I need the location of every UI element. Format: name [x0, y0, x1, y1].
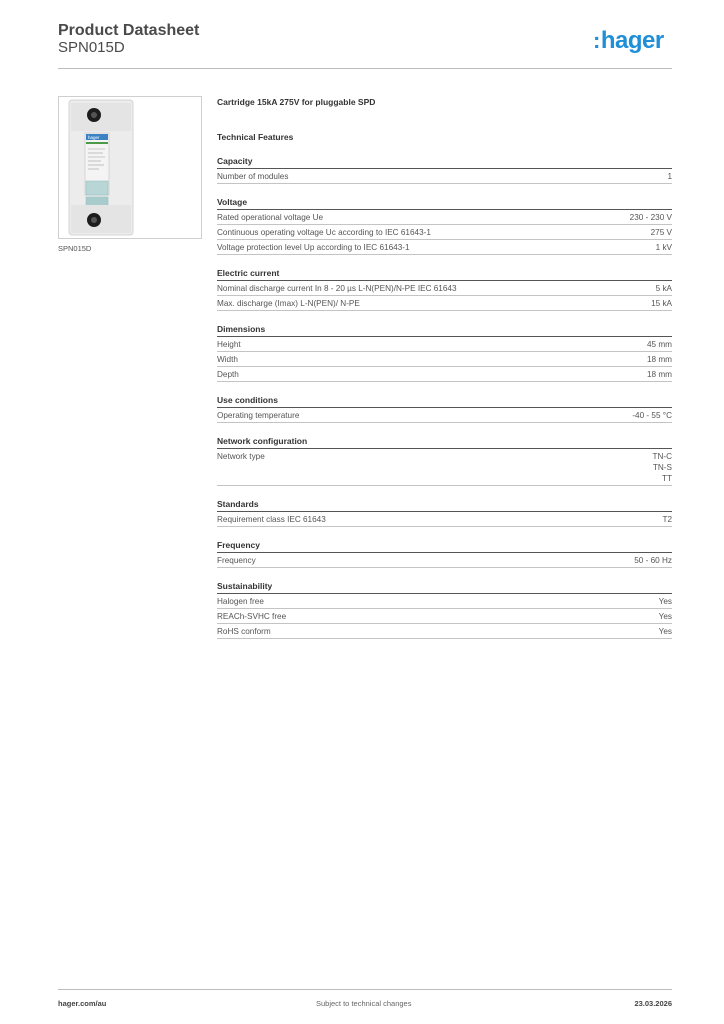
section-title: Network configuration — [217, 436, 672, 449]
brand-logo[interactable]: :hager — [593, 27, 664, 54]
spec-label: Depth — [217, 370, 239, 379]
footer-disclaimer: Subject to technical changes — [316, 999, 412, 1008]
section-title: Use conditions — [217, 395, 672, 408]
spec-row — [217, 624, 672, 639]
spec-label: Max. discharge (Imax) L-N(PEN)/ N-PE — [217, 299, 360, 308]
section-title: Electric current — [217, 268, 672, 281]
spec-row — [217, 281, 672, 296]
spec-value: TT — [661, 474, 672, 483]
spec-row — [217, 594, 672, 609]
spec-row — [217, 337, 672, 352]
spec-label: Halogen free — [217, 597, 264, 606]
spec-value: 45 mm — [646, 340, 672, 349]
section-title: Sustainability — [217, 581, 672, 594]
spec-label: Rated operational voltage Ue — [217, 213, 324, 222]
spec-label: Network type — [217, 452, 265, 461]
spec-label: Voltage protection level Up according to IEC 61643-1 — [217, 243, 410, 252]
spec-label: Width — [217, 355, 238, 364]
spec-label: Continuous operating voltage Uc according to IEC 61643-1 — [217, 228, 431, 237]
spec-value: Yes — [658, 597, 672, 606]
spec-row — [217, 367, 672, 382]
brand-logo-text: hager — [600, 27, 664, 54]
footer-website-link[interactable]: hager.com/au — [58, 999, 107, 1008]
product-image — [59, 97, 201, 238]
header-divider — [58, 68, 672, 69]
spec-value: TN-S — [652, 463, 672, 472]
product-image-frame — [58, 96, 202, 239]
document-title: Product Datasheet — [58, 22, 200, 39]
spec-value: 1 — [667, 172, 672, 181]
footer-date: 23.03.2026 — [634, 999, 672, 1008]
spec-row — [217, 553, 672, 568]
spec-value: 230 - 230 V — [629, 213, 672, 222]
spec-value: 5 kA — [655, 284, 672, 293]
product-description: Cartridge 15kA 275V for pluggable SPD — [217, 97, 376, 107]
technical-specifications — [217, 96, 672, 639]
spec-section — [217, 268, 672, 311]
spec-row — [217, 210, 672, 225]
spec-section — [217, 540, 672, 568]
spec-value: Yes — [658, 627, 672, 636]
section-title: Dimensions — [217, 324, 672, 337]
spec-value: 15 kA — [651, 299, 672, 308]
spec-section — [217, 499, 672, 527]
spec-row — [217, 352, 672, 367]
spec-section — [217, 156, 672, 184]
spec-label: Nominal discharge current In 8 - 20 µs L-N(PEN)/N-PE IEC 61643 — [217, 284, 457, 293]
spec-row — [217, 225, 672, 240]
spec-label: Frequency — [217, 556, 256, 565]
spec-value: Yes — [658, 612, 672, 621]
technical-features-heading: Technical Features — [217, 132, 294, 142]
spec-section — [217, 197, 672, 255]
spec-value: 50 - 60 Hz — [634, 556, 672, 565]
section-title: Standards — [217, 499, 672, 512]
spec-section — [217, 581, 672, 639]
spec-row — [217, 169, 672, 184]
spec-section — [217, 436, 672, 486]
product-image-caption: SPN015D — [58, 244, 92, 253]
spec-value: -40 - 55 °C — [632, 411, 672, 420]
spec-value: 18 mm — [646, 355, 672, 364]
spec-label: REACh-SVHC free — [217, 612, 287, 621]
spec-label: Requirement class IEC 61643 — [217, 515, 326, 524]
spec-label: Height — [217, 340, 241, 349]
spec-value: 1 kV — [655, 243, 672, 252]
spec-value: 18 mm — [646, 370, 672, 379]
product-code: SPN015D — [58, 39, 125, 56]
spec-row — [217, 408, 672, 423]
spec-label: Operating temperature — [217, 411, 300, 420]
spec-row — [217, 512, 672, 527]
spec-label: RoHS conform — [217, 627, 271, 636]
spec-value-list — [652, 451, 672, 484]
device-brand-label: hager — [88, 135, 100, 140]
spec-label: Number of modules — [217, 172, 289, 181]
spec-section — [217, 324, 672, 382]
section-title: Capacity — [217, 156, 672, 169]
spec-section — [217, 395, 672, 423]
section-title: Frequency — [217, 540, 672, 553]
footer-divider — [58, 989, 672, 990]
spec-row — [217, 240, 672, 255]
section-title: Voltage — [217, 197, 672, 210]
spec-row — [217, 609, 672, 624]
spec-value: TN-C — [652, 452, 672, 461]
spec-value: 275 V — [650, 228, 672, 237]
spec-value: T2 — [662, 515, 672, 524]
spec-row — [217, 296, 672, 311]
spec-row — [217, 449, 672, 486]
